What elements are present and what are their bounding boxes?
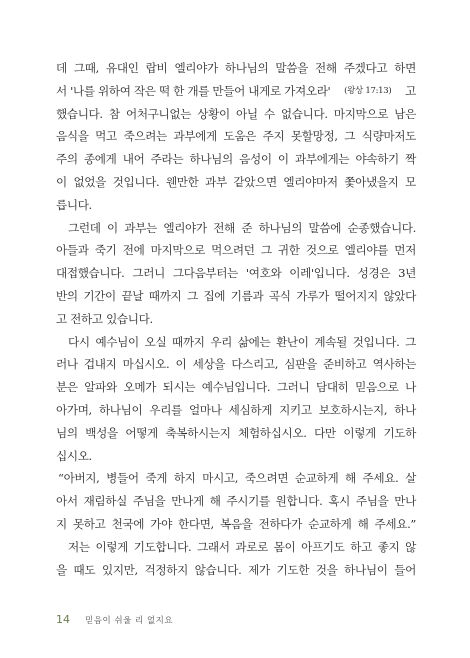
body-line-17: 님의 백성을 어떻게 축복하시는지 체험하십시오. 다만 이렇게 기도하 bbox=[56, 425, 416, 440]
body-line-18: 십시오. bbox=[56, 448, 92, 463]
body-line-22: 저는 이렇게 기도합니다. 그래서 과로로 몸이 아프기도 하고 좋지 않 bbox=[68, 539, 416, 554]
body-line-5: 주의 종에게 내어 주라는 하나님의 음성이 이 과부에게는 야속하기 짝 bbox=[56, 152, 416, 167]
body-line-10: 대접했습니다. 그러니 그다음부터는 '여호와 이레'입니다. 성경은 3년 bbox=[56, 266, 416, 281]
body-line-13: 다시 예수님이 오실 때까지 우리 삶에는 환난이 계속될 것입니다. 그 bbox=[68, 334, 416, 349]
scripture-reference: (왕상 17:13) bbox=[344, 85, 392, 96]
body-line-20: 아서 재림하실 주님을 만나게 해 주시기를 원합니다. 혹시 주님을 만나 bbox=[56, 494, 416, 509]
body-line-7: 릅니다. bbox=[56, 197, 92, 212]
body-line-15: 분은 알파와 오메가 되시는 예수님입니다. 그러니 담대히 믿음으로 나 bbox=[56, 380, 416, 395]
body-line-19: “아버지, 병들어 죽게 하지 마시고, 죽으려면 순교하게 해 주세요. 살 bbox=[58, 471, 416, 486]
running-book-title: 믿음이 쉬울 리 없지요 bbox=[85, 616, 174, 626]
body-line-2 bbox=[56, 81, 416, 101]
body-line-8: 그런데 이 과부는 엘리야가 전해 준 하나님의 말씀에 순종했습니다. bbox=[68, 220, 416, 235]
body-line-3: 했습니다. 참 어처구니없는 상황이 아닐 수 없습니다. 마지막으로 남은 bbox=[56, 106, 416, 121]
body-line-11: 반의 기간이 끝날 때까지 그 집에 기름과 곡식 가루가 떨어지지 않았다 bbox=[56, 289, 416, 303]
page-footer bbox=[56, 608, 174, 626]
body-line-16: 아가며, 하나님이 우리를 얼마나 세심하게 지키고 보호하시는지, 하나 bbox=[56, 403, 416, 417]
body-line-23: 을 때도 있지만, 걱정하지 않습니다. 제가 기도한 것을 하나님이 들어 bbox=[56, 562, 416, 577]
body-line-2-text: 서 '나를 위하여 작은 떡 한 개를 만들어 내게로 가져오라' bbox=[56, 83, 331, 98]
page-number: 14 bbox=[56, 613, 70, 626]
body-line-9: 아들과 죽기 전에 마지막으로 먹으려던 그 귀한 것으로 엘리야를 먼저 bbox=[56, 243, 416, 258]
body-line-6: 이 없었을 것입니다. 웬만한 과부 같았으면 엘리야마저 쫓아냈을지 모 bbox=[56, 175, 416, 189]
body-line-21: 지 못하고 천국에 가야 한다면, 복음을 전하다가 순교하게 해 주세요.” bbox=[56, 517, 416, 531]
body-line-14: 러나 겁내지 마십시오. 이 세상을 다스리고, 심판을 준비하고 역사하는 bbox=[56, 357, 416, 372]
body-line-4: 음식을 먹고 죽으려는 과부에게 도움은 주지 못할망정, 그 식량마저도 bbox=[56, 129, 416, 144]
body-line-1: 데 그때, 유대인 랍비 엘리야가 하나님의 말씀을 전해 주겠다고 하면 bbox=[56, 61, 416, 75]
body-line-2-tail: 고 bbox=[405, 83, 416, 98]
body-line-12: 고 전하고 있습니다. bbox=[56, 311, 153, 326]
